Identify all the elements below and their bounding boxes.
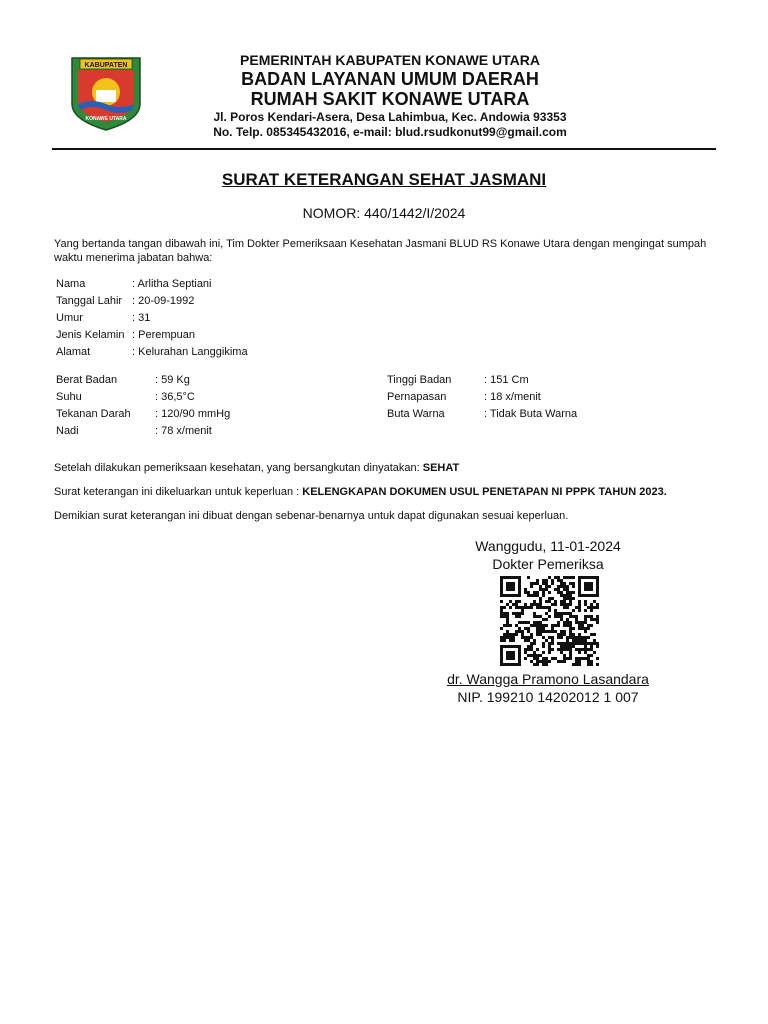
exam-value: : 59 Kg: [155, 374, 190, 386]
exam-row-blood-pressure: [56, 407, 316, 421]
exam-value: : 18 x/menit: [484, 391, 541, 403]
identity-value: : 20-09-1992: [132, 295, 195, 307]
intro-paragraph: Yang bertanda tangan dibawah ini, Tim Dokter Pemeriksaan Kesehatan Jasmani BLUD RS Konawe Utara dengan mengingat sumpah waktu menerima jabatan bahwa:: [54, 238, 707, 264]
letterhead-address: Jl. Poros Kendari-Asera, Desa Lahimbua, Kec. Andowia 93353: [213, 110, 567, 124]
letterhead-contact: No. Telp. 085345432016, e-mail: blud.rsudkonut99@gmail.com: [213, 125, 567, 139]
logo-bottom-text: KONAWE UTARA: [85, 116, 127, 122]
identity-row-gender: [56, 328, 316, 342]
identity-label: Tanggal Lahir: [56, 295, 123, 307]
exam-value: : 151 Cm: [484, 374, 529, 386]
closing-statement: Demikian surat keterangan ini dibuat dengan sebenar-benarnya untuk dapat digunakan sesuai keperluan.: [54, 510, 569, 522]
identity-value: : Arlitha Septiani: [132, 278, 212, 290]
signature-place-date: Wanggudu, 11-01-2024: [475, 538, 621, 554]
exam-right-column: [387, 373, 707, 425]
letterhead-agency: BADAN LAYANAN UMUM DAERAH: [241, 69, 539, 89]
exam-left-column: [56, 373, 316, 443]
identity-label: Umur: [56, 312, 83, 324]
signature-nip: NIP. 199210 14202012 1 007: [457, 689, 639, 705]
purpose-text: Surat keterangan ini dikeluarkan untuk keperluan :: [54, 486, 303, 498]
exam-value: : Tidak Buta Warna: [484, 408, 578, 420]
identity-row-age: [56, 311, 316, 325]
identity-value: : Kelurahan Langgikima: [132, 346, 248, 358]
exam-row-weight: [56, 373, 316, 387]
exam-row-color-blindness: [387, 407, 707, 421]
exam-label: Nadi: [56, 425, 79, 437]
identity-value: : Perempuan: [132, 329, 195, 341]
result-statement: [54, 461, 459, 475]
letterhead: [190, 52, 590, 140]
identity-row-address: [56, 345, 316, 359]
exam-label: Tinggi Badan: [387, 374, 452, 386]
letterhead-government: PEMERINTAH KABUPATEN KONAWE UTARA: [240, 52, 540, 68]
letterhead-hospital: RUMAH SAKIT KONAWE UTARA: [250, 89, 530, 109]
exam-label: Berat Badan: [56, 374, 118, 386]
exam-label: Tekanan Darah: [56, 408, 131, 420]
purpose-value: KELENGKAPAN DOKUMEN USUL PENETAPAN NI PPPK TAHUN 2023.: [302, 486, 667, 498]
exam-value: : 36,5°C: [155, 391, 195, 403]
exam-row-temperature: [56, 390, 316, 404]
logo-top-text: KABUPATEN: [84, 62, 128, 69]
exam-row-height: [387, 373, 707, 387]
exam-label: Suhu: [56, 391, 82, 403]
exam-row-respiration: [387, 390, 707, 404]
result-text: Setelah dilakukan pemeriksaan kesehatan, yang bersangkutan dinyatakan:: [54, 462, 423, 474]
identity-label: Jenis Kelamin: [56, 329, 125, 341]
exam-value: : 120/90 mmHg: [155, 408, 231, 420]
purpose-statement: [54, 485, 667, 499]
document-number: NOMOR: 440/1442/I/2024: [302, 205, 466, 221]
identity-section: [56, 277, 316, 363]
identity-row-name: [56, 277, 316, 291]
exam-label: Pernapasan: [387, 391, 447, 403]
identity-value: : 31: [132, 312, 151, 324]
result-status: SEHAT: [422, 462, 460, 474]
exam-value: : 78 x/menit: [155, 425, 212, 437]
identity-row-birthdate: [56, 294, 316, 308]
document-title: SURAT KETERANGAN SEHAT JASMANI: [221, 170, 547, 189]
identity-label: Alamat: [56, 346, 91, 358]
letterhead-divider: [52, 148, 716, 150]
signature-doctor-name: dr. Wangga Pramono Lasandara: [447, 671, 649, 687]
identity-label: Nama: [56, 278, 86, 290]
exam-label: Buta Warna: [387, 408, 445, 420]
signature-qr-code: [500, 576, 599, 666]
exam-row-pulse: [56, 424, 316, 438]
signature-role: Dokter Pemeriksa: [492, 556, 604, 572]
regency-emblem-logo: [66, 54, 146, 132]
